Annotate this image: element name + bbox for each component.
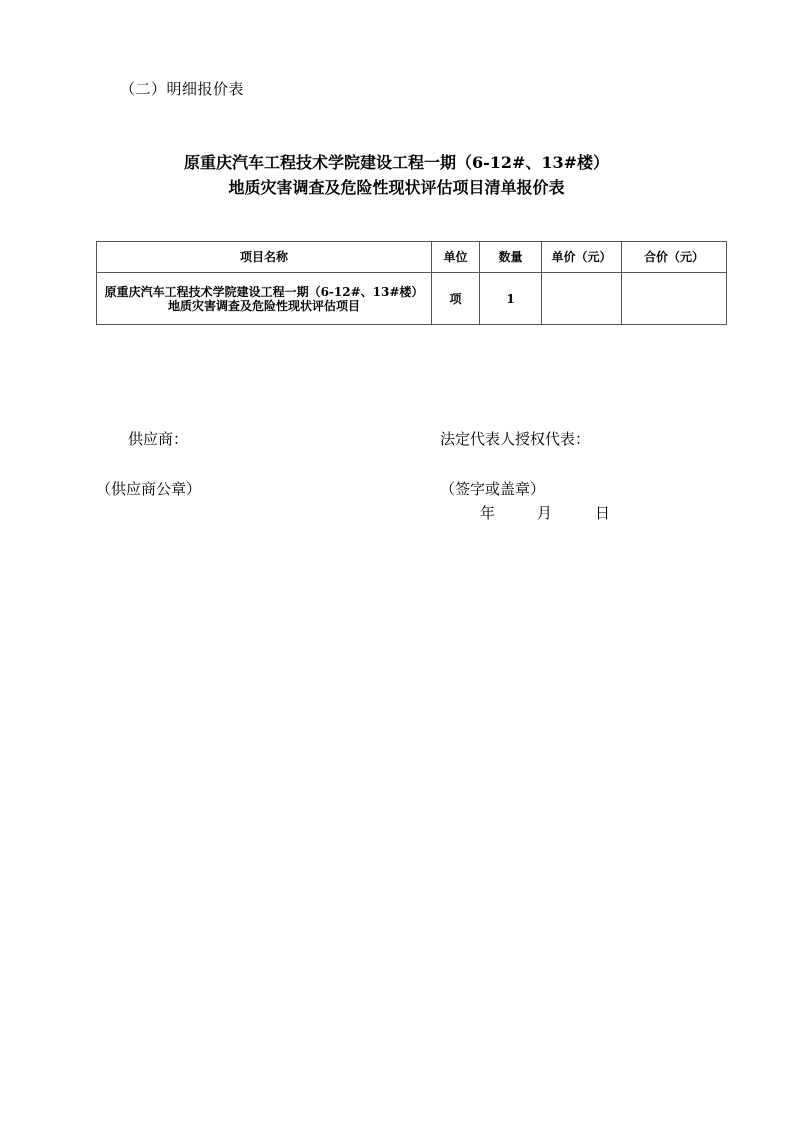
project-name-line-1: 原重庆汽车工程技术学院建设工程一期（6-12#、13#楼） bbox=[104, 284, 424, 299]
cell-project-name bbox=[97, 273, 432, 325]
quotation-table bbox=[96, 241, 727, 325]
project-name-line-2: 地质灾害调查及危险性现状评估项目 bbox=[167, 298, 360, 313]
section-heading: （二）明细报价表 bbox=[120, 80, 245, 98]
document-title-line-2: 地质灾害调查及危险性现状评估项目清单报价表 bbox=[228, 178, 565, 197]
cell-unit-price[interactable] bbox=[542, 273, 622, 325]
table-header-row bbox=[97, 242, 727, 273]
date-day-label: 日 bbox=[595, 504, 611, 522]
header-total-price: 合价（元） bbox=[622, 242, 727, 273]
header-quantity: 数量 bbox=[480, 242, 542, 273]
cell-quantity: 1 bbox=[480, 273, 542, 325]
table-row bbox=[97, 273, 727, 325]
date-month-label: 月 bbox=[537, 504, 553, 522]
cell-total-price[interactable] bbox=[622, 273, 727, 325]
header-unit: 单位 bbox=[432, 242, 480, 273]
supplier-seal-label: （供应商公章） bbox=[96, 480, 202, 498]
cell-unit: 项 bbox=[432, 273, 480, 325]
representative-seal-label: （签字或盖章） bbox=[440, 480, 546, 498]
header-unit-price: 单价（元） bbox=[542, 242, 622, 273]
supplier-label: 供应商： bbox=[128, 430, 189, 448]
document-title-line-1: 原重庆汽车工程技术学院建设工程一期（6-12#、13#楼） bbox=[183, 153, 610, 172]
date-year-label: 年 bbox=[480, 504, 496, 522]
representative-label: 法定代表人授权代表： bbox=[440, 430, 591, 448]
header-project-name: 项目名称 bbox=[97, 242, 432, 273]
